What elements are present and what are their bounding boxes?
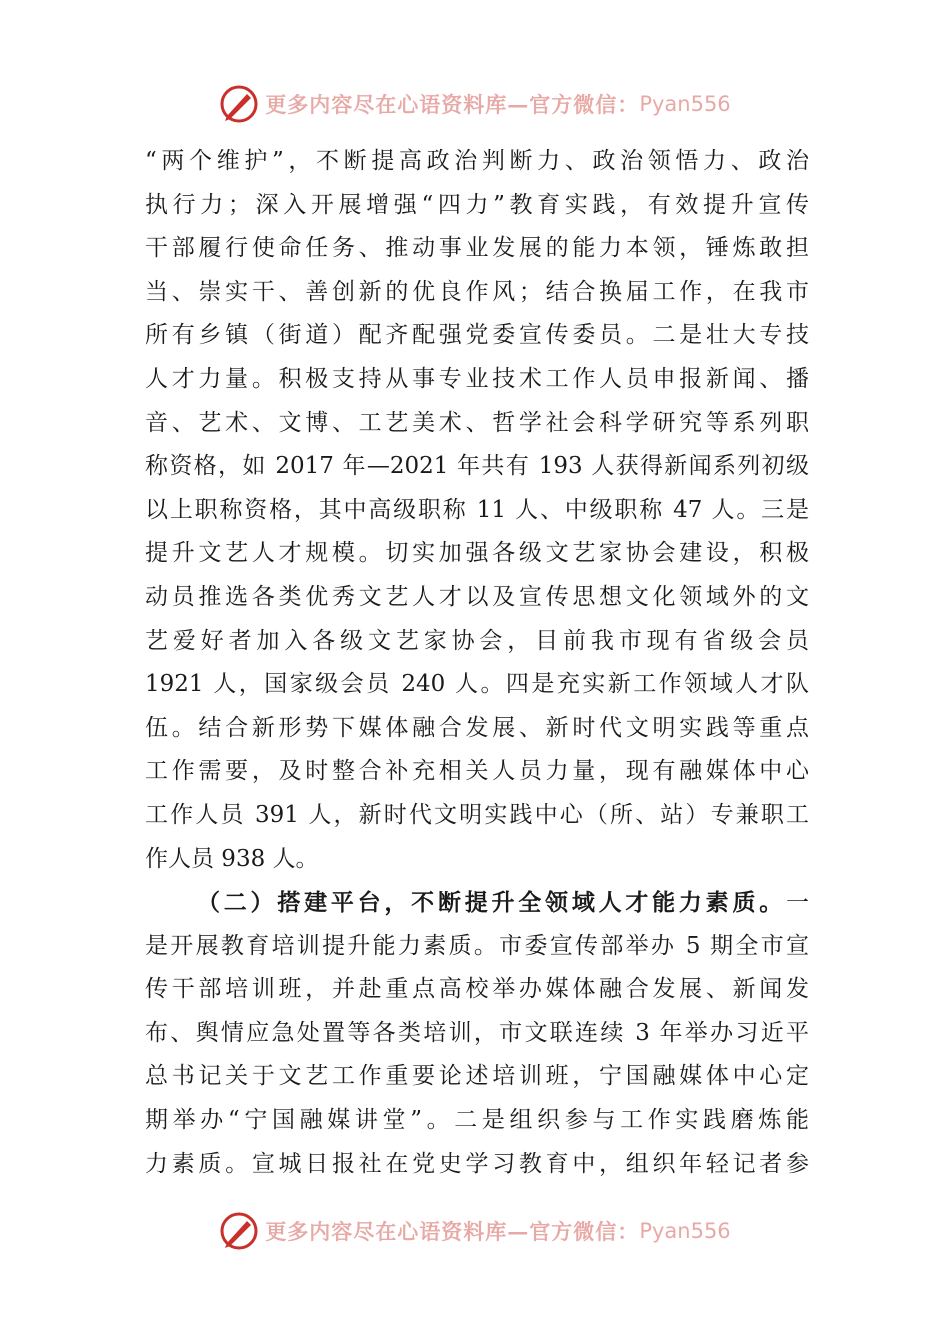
section-heading-tail: 一 <box>786 890 809 917</box>
text-line: 人才力量。积极支持从事专业技术工作人员申报新闻、播 <box>145 365 809 392</box>
text-line: 1921 人，国家级会员 240 人。四是充实新工作领域人才队 <box>145 671 809 698</box>
text-line: 执行力；深入开展增强“四力”教育实践，有效提升宣传 <box>145 191 809 218</box>
text-line: 干部履行使命任务、推动事业发展的能力本领，锤炼敢担 <box>145 235 809 262</box>
text-line: 所有乡镇（街道）配齐配强党委宣传委员。二是壮大专技 <box>145 322 809 349</box>
footer-banner-text: 更多内容尽在心语资料库—官方微信： <box>265 1219 640 1244</box>
text-line: 称资格，如 2017 年—2021 年共有 193 人获得新闻系列初级 <box>145 453 809 480</box>
section-heading: （二）搭建平台，不断提升全领域人才能力素质。 <box>197 889 786 917</box>
text-line: 工作需要，及时整合补充相关人员力量，现有融媒体中心 <box>145 758 809 785</box>
text-line: 传干部培训班，并赴重点高校举办媒体融合发展、新闻发 <box>145 976 809 1003</box>
text-line: 当、崇实干、善创新的优良作风；结合换届工作，在我市 <box>145 278 809 305</box>
text-line: 总书记关于文艺工作重要论述培训班，宁国融媒体中心定 <box>145 1063 809 1090</box>
document-body <box>145 140 809 1186</box>
text-line: 工作人员 391 人，新时代文明实践中心（所、站）专兼职工 <box>145 801 809 828</box>
text-line: 以上职称资格，其中高级职称 11 人、中级职称 47 人。三是 <box>145 496 809 523</box>
text-line: 布、舆情应急处置等各类培训，市文联连续 3 年举办习近平 <box>145 1019 809 1046</box>
text-line: “两个维护”，不断提高政治判断力、政治领悟力、政治 <box>145 148 809 174</box>
header-banner-wechat-id: Pyan556 <box>639 92 731 116</box>
text-line: 音、艺术、文博、工艺美术、哲学社会科学研究等系列职 <box>145 409 809 436</box>
text-line: 伍。结合新形势下媒体融合发展、新时代文明实践等重点 <box>145 714 809 741</box>
text-line: 是开展教育培训提升能力素质。市委宣传部举办 5 期全市宣 <box>145 932 809 959</box>
section-heading-line <box>145 881 809 925</box>
text-line: 力素质。宣城日报社在党史学习教育中，组织年轻记者参 <box>145 1150 809 1177</box>
text-line: 作人员 938 人。 <box>145 845 319 872</box>
pen-logo-icon <box>219 84 259 124</box>
text-line: 提升文艺人才规模。切实加强各级文艺家协会建设，积极 <box>145 540 809 567</box>
footer-watermark-banner <box>0 1209 950 1253</box>
header-banner-text: 更多内容尽在心语资料库—官方微信： <box>265 92 640 117</box>
header-watermark-banner <box>0 82 950 126</box>
text-line: 动员推选各类优秀文艺人才以及宣传思想文化领域外的文 <box>145 583 809 610</box>
footer-banner-wechat-id: Pyan556 <box>639 1219 731 1243</box>
pen-logo-icon <box>219 1211 259 1251</box>
text-line: 期举办“宁国融媒讲堂”。二是组织参与工作实践磨炼能 <box>145 1107 809 1134</box>
text-line: 艺爱好者加入各级文艺家协会，目前我市现有省级会员 <box>145 627 809 654</box>
